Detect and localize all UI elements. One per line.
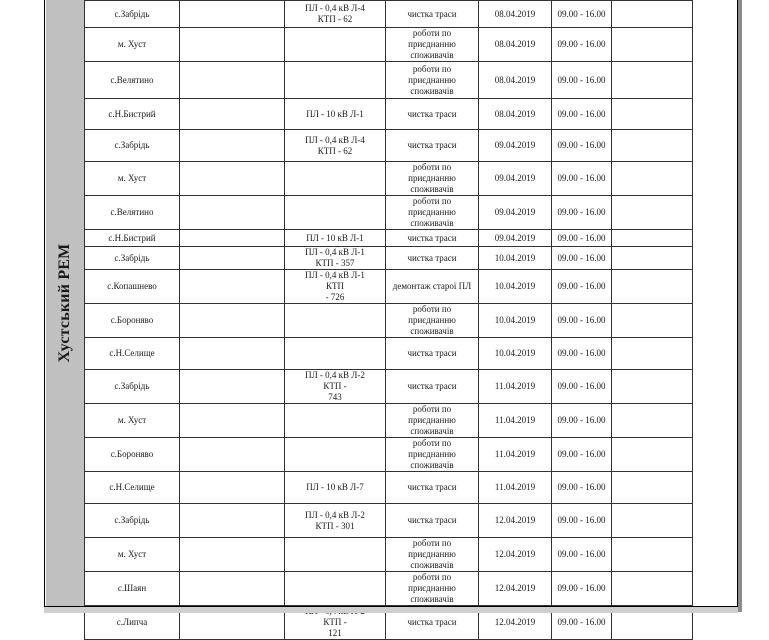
empty-cell <box>180 196 285 230</box>
network-cell: КТП - 121 <box>285 606 386 640</box>
empty-cell <box>612 62 693 99</box>
time-cell: 09.00 - 16.00 <box>552 404 612 438</box>
date-cell: 12.04.2019 <box>479 572 552 606</box>
empty-cell <box>612 196 693 230</box>
empty-cell <box>612 338 693 370</box>
table-row <box>85 338 693 370</box>
empty-cell <box>180 99 285 130</box>
page-bottom-edge <box>44 606 738 613</box>
table-row <box>85 162 693 196</box>
date-cell: 08.04.2019 <box>479 99 552 130</box>
empty-cell <box>612 438 693 472</box>
empty-cell <box>180 572 285 606</box>
empty-cell <box>180 28 285 62</box>
table-row <box>85 472 693 504</box>
empty-cell <box>180 504 285 538</box>
table-row <box>85 99 693 130</box>
empty-cell <box>612 99 693 130</box>
empty-cell <box>180 304 285 338</box>
page-border-left <box>44 0 45 612</box>
date-cell: 12.04.2019 <box>479 606 552 640</box>
table-row <box>85 304 693 338</box>
date-cell: 10.04.2019 <box>479 270 552 304</box>
network-cell <box>285 28 386 62</box>
village-cell: с.Н.Селище <box>85 338 180 370</box>
network-cell <box>285 162 386 196</box>
work-type-cell: чистка траси <box>386 130 479 162</box>
empty-cell <box>612 1 693 28</box>
work-type-cell: чистка траси <box>386 370 479 404</box>
table-row <box>85 270 693 304</box>
table-row <box>85 438 693 472</box>
empty-cell <box>180 270 285 304</box>
table-row <box>85 572 693 606</box>
network-cell <box>285 404 386 438</box>
time-cell: 09.00 - 16.00 <box>552 504 612 538</box>
work-type-cell: демонтаж старої ПЛ <box>386 270 479 304</box>
table-row <box>85 62 693 99</box>
date-cell: 11.04.2019 <box>479 370 552 404</box>
network-cell <box>285 304 386 338</box>
date-cell: 09.04.2019 <box>479 196 552 230</box>
village-cell: с.Шаян <box>85 572 180 606</box>
network-cell <box>285 538 386 572</box>
village-cell: с.Велятино <box>85 196 180 230</box>
network-cell <box>285 196 386 230</box>
time-cell: 09.00 - 16.00 <box>552 230 612 247</box>
work-type-cell: чистка траси <box>386 504 479 538</box>
table-row <box>85 504 693 538</box>
village-cell: с.Боронявo <box>85 438 180 472</box>
village-cell: с.Велятино <box>85 62 180 99</box>
network-cell: ПЛ - 0,4 кВ Л-1 КТП - 726 <box>285 270 386 304</box>
time-cell: 09.00 - 16.00 <box>552 247 612 270</box>
village-cell: м. Хуст <box>85 404 180 438</box>
empty-cell <box>180 162 285 196</box>
date-cell: 08.04.2019 <box>479 28 552 62</box>
network-cell <box>285 572 386 606</box>
village-cell: с.Боронявo <box>85 304 180 338</box>
work-type-cell: роботи по приєднанню споживачів <box>386 538 479 572</box>
work-type-cell: чистка траси <box>386 606 479 640</box>
table-row <box>85 404 693 438</box>
time-cell: 09.00 - 16.00 <box>552 130 612 162</box>
date-cell: 10.04.2019 <box>479 304 552 338</box>
empty-cell <box>180 538 285 572</box>
village-cell: с.Копашнево <box>85 270 180 304</box>
empty-cell <box>612 247 693 270</box>
network-cell: ПЛ - 10 кВ Л-1 <box>285 99 386 130</box>
work-type-cell: роботи по приєднанню споживачів <box>386 196 479 230</box>
empty-cell <box>612 28 693 62</box>
network-cell: ПЛ - 0,4 кВ Л-1 КТП - 357 <box>285 247 386 270</box>
work-type-cell: чистка траси <box>386 472 479 504</box>
table-row <box>85 247 693 270</box>
empty-cell <box>612 230 693 247</box>
work-type-cell: роботи по приєднанню споживачів <box>386 438 479 472</box>
time-cell: 09.00 - 16.00 <box>552 270 612 304</box>
date-cell: 08.04.2019 <box>479 62 552 99</box>
village-cell: с.Забрідь <box>85 1 180 28</box>
table-row <box>85 196 693 230</box>
empty-cell <box>612 162 693 196</box>
network-cell: ПЛ - 10 кВ Л-1 <box>285 230 386 247</box>
time-cell: 09.00 - 16.00 <box>552 162 612 196</box>
work-type-cell: чистка траси <box>386 1 479 28</box>
work-type-cell: чистка траси <box>386 247 479 270</box>
network-cell: ПЛ - 0,4 кВ Л-2 КТП - 743 <box>285 370 386 404</box>
table-row <box>85 130 693 162</box>
empty-cell <box>180 370 285 404</box>
empty-cell <box>612 270 693 304</box>
network-cell <box>285 62 386 99</box>
village-cell: м. Хуст <box>85 162 180 196</box>
empty-cell <box>180 230 285 247</box>
village-cell: с.Липча <box>85 606 180 640</box>
date-cell: 09.04.2019 <box>479 230 552 247</box>
time-cell: 09.00 - 16.00 <box>552 472 612 504</box>
village-cell: с.Забрідь <box>85 130 180 162</box>
village-cell: м. Хуст <box>85 538 180 572</box>
village-cell: с.Н.Бистрий <box>85 230 180 247</box>
empty-cell <box>180 130 285 162</box>
date-cell: 12.04.2019 <box>479 504 552 538</box>
empty-cell <box>612 404 693 438</box>
empty-cell <box>180 404 285 438</box>
time-cell: 09.00 - 16.00 <box>552 28 612 62</box>
empty-cell <box>180 338 285 370</box>
network-cell <box>285 338 386 370</box>
time-cell: 09.00 - 16.00 <box>552 304 612 338</box>
empty-cell <box>612 504 693 538</box>
village-cell: с.Забрідь <box>85 504 180 538</box>
empty-cell <box>612 472 693 504</box>
date-cell: 12.04.2019 <box>479 538 552 572</box>
village-cell: с.Забрідь <box>85 247 180 270</box>
table-row <box>85 28 693 62</box>
time-cell: 09.00 - 16.00 <box>552 62 612 99</box>
village-cell: с.Н.Бистрий <box>85 99 180 130</box>
village-cell: с.Забрідь <box>85 370 180 404</box>
table-row <box>85 1 693 28</box>
page-shadow <box>738 0 742 612</box>
empty-cell <box>612 304 693 338</box>
date-cell: 10.04.2019 <box>479 247 552 270</box>
time-cell: 09.00 - 16.00 <box>552 196 612 230</box>
empty-cell <box>180 247 285 270</box>
empty-cell <box>180 62 285 99</box>
empty-cell <box>612 130 693 162</box>
table-row <box>85 538 693 572</box>
village-cell: м. Хуст <box>85 28 180 62</box>
empty-cell <box>180 1 285 28</box>
date-cell: 09.04.2019 <box>479 130 552 162</box>
time-cell: 09.00 - 16.00 <box>552 1 612 28</box>
department-label: Хустський РЕМ <box>56 243 73 363</box>
work-type-cell: роботи по приєднанню споживачів <box>386 304 479 338</box>
work-type-cell: роботи по приєднанню споживачів <box>386 162 479 196</box>
empty-cell <box>180 472 285 504</box>
empty-cell <box>180 438 285 472</box>
work-type-cell: чистка траси <box>386 338 479 370</box>
time-cell: 09.00 - 16.00 <box>552 338 612 370</box>
date-cell: 11.04.2019 <box>479 472 552 504</box>
date-cell: 10.04.2019 <box>479 338 552 370</box>
network-cell: ПЛ - 10 кВ Л-7 <box>285 472 386 504</box>
village-cell: с.Н.Селище <box>85 472 180 504</box>
date-cell: 08.04.2019 <box>479 1 552 28</box>
work-type-cell: роботи по приєднанню споживачів <box>386 572 479 606</box>
date-cell: 09.04.2019 <box>479 162 552 196</box>
network-cell: ПЛ - 0,4 кВ Л-2 КТП - 301 <box>285 504 386 538</box>
date-cell: 11.04.2019 <box>479 404 552 438</box>
time-cell: 09.00 - 16.00 <box>552 99 612 130</box>
time-cell: 09.00 - 16.00 <box>552 572 612 606</box>
empty-cell <box>612 572 693 606</box>
work-type-cell: роботи по приєднанню споживачів <box>386 62 479 99</box>
outage-schedule-table <box>84 0 693 640</box>
work-type-cell: чистка траси <box>386 230 479 247</box>
empty-cell <box>612 370 693 404</box>
empty-cell <box>612 538 693 572</box>
network-cell: ПЛ - 0,4 кВ Л-4 КТП - 62 <box>285 130 386 162</box>
network-cell <box>285 438 386 472</box>
table-row <box>85 230 693 247</box>
time-cell: 09.00 - 16.00 <box>552 438 612 472</box>
time-cell: 09.00 - 16.00 <box>552 606 612 640</box>
table-row <box>85 370 693 404</box>
network-cell: ПЛ - 0,4 кВ Л-4 КТП - 62 <box>285 1 386 28</box>
time-cell: 09.00 - 16.00 <box>552 538 612 572</box>
date-cell: 11.04.2019 <box>479 438 552 472</box>
work-type-cell: чистка траси <box>386 99 479 130</box>
work-type-cell: роботи по приєднанню споживачів <box>386 28 479 62</box>
work-type-cell: роботи по приєднанню споживачів <box>386 404 479 438</box>
time-cell: 09.00 - 16.00 <box>552 370 612 404</box>
